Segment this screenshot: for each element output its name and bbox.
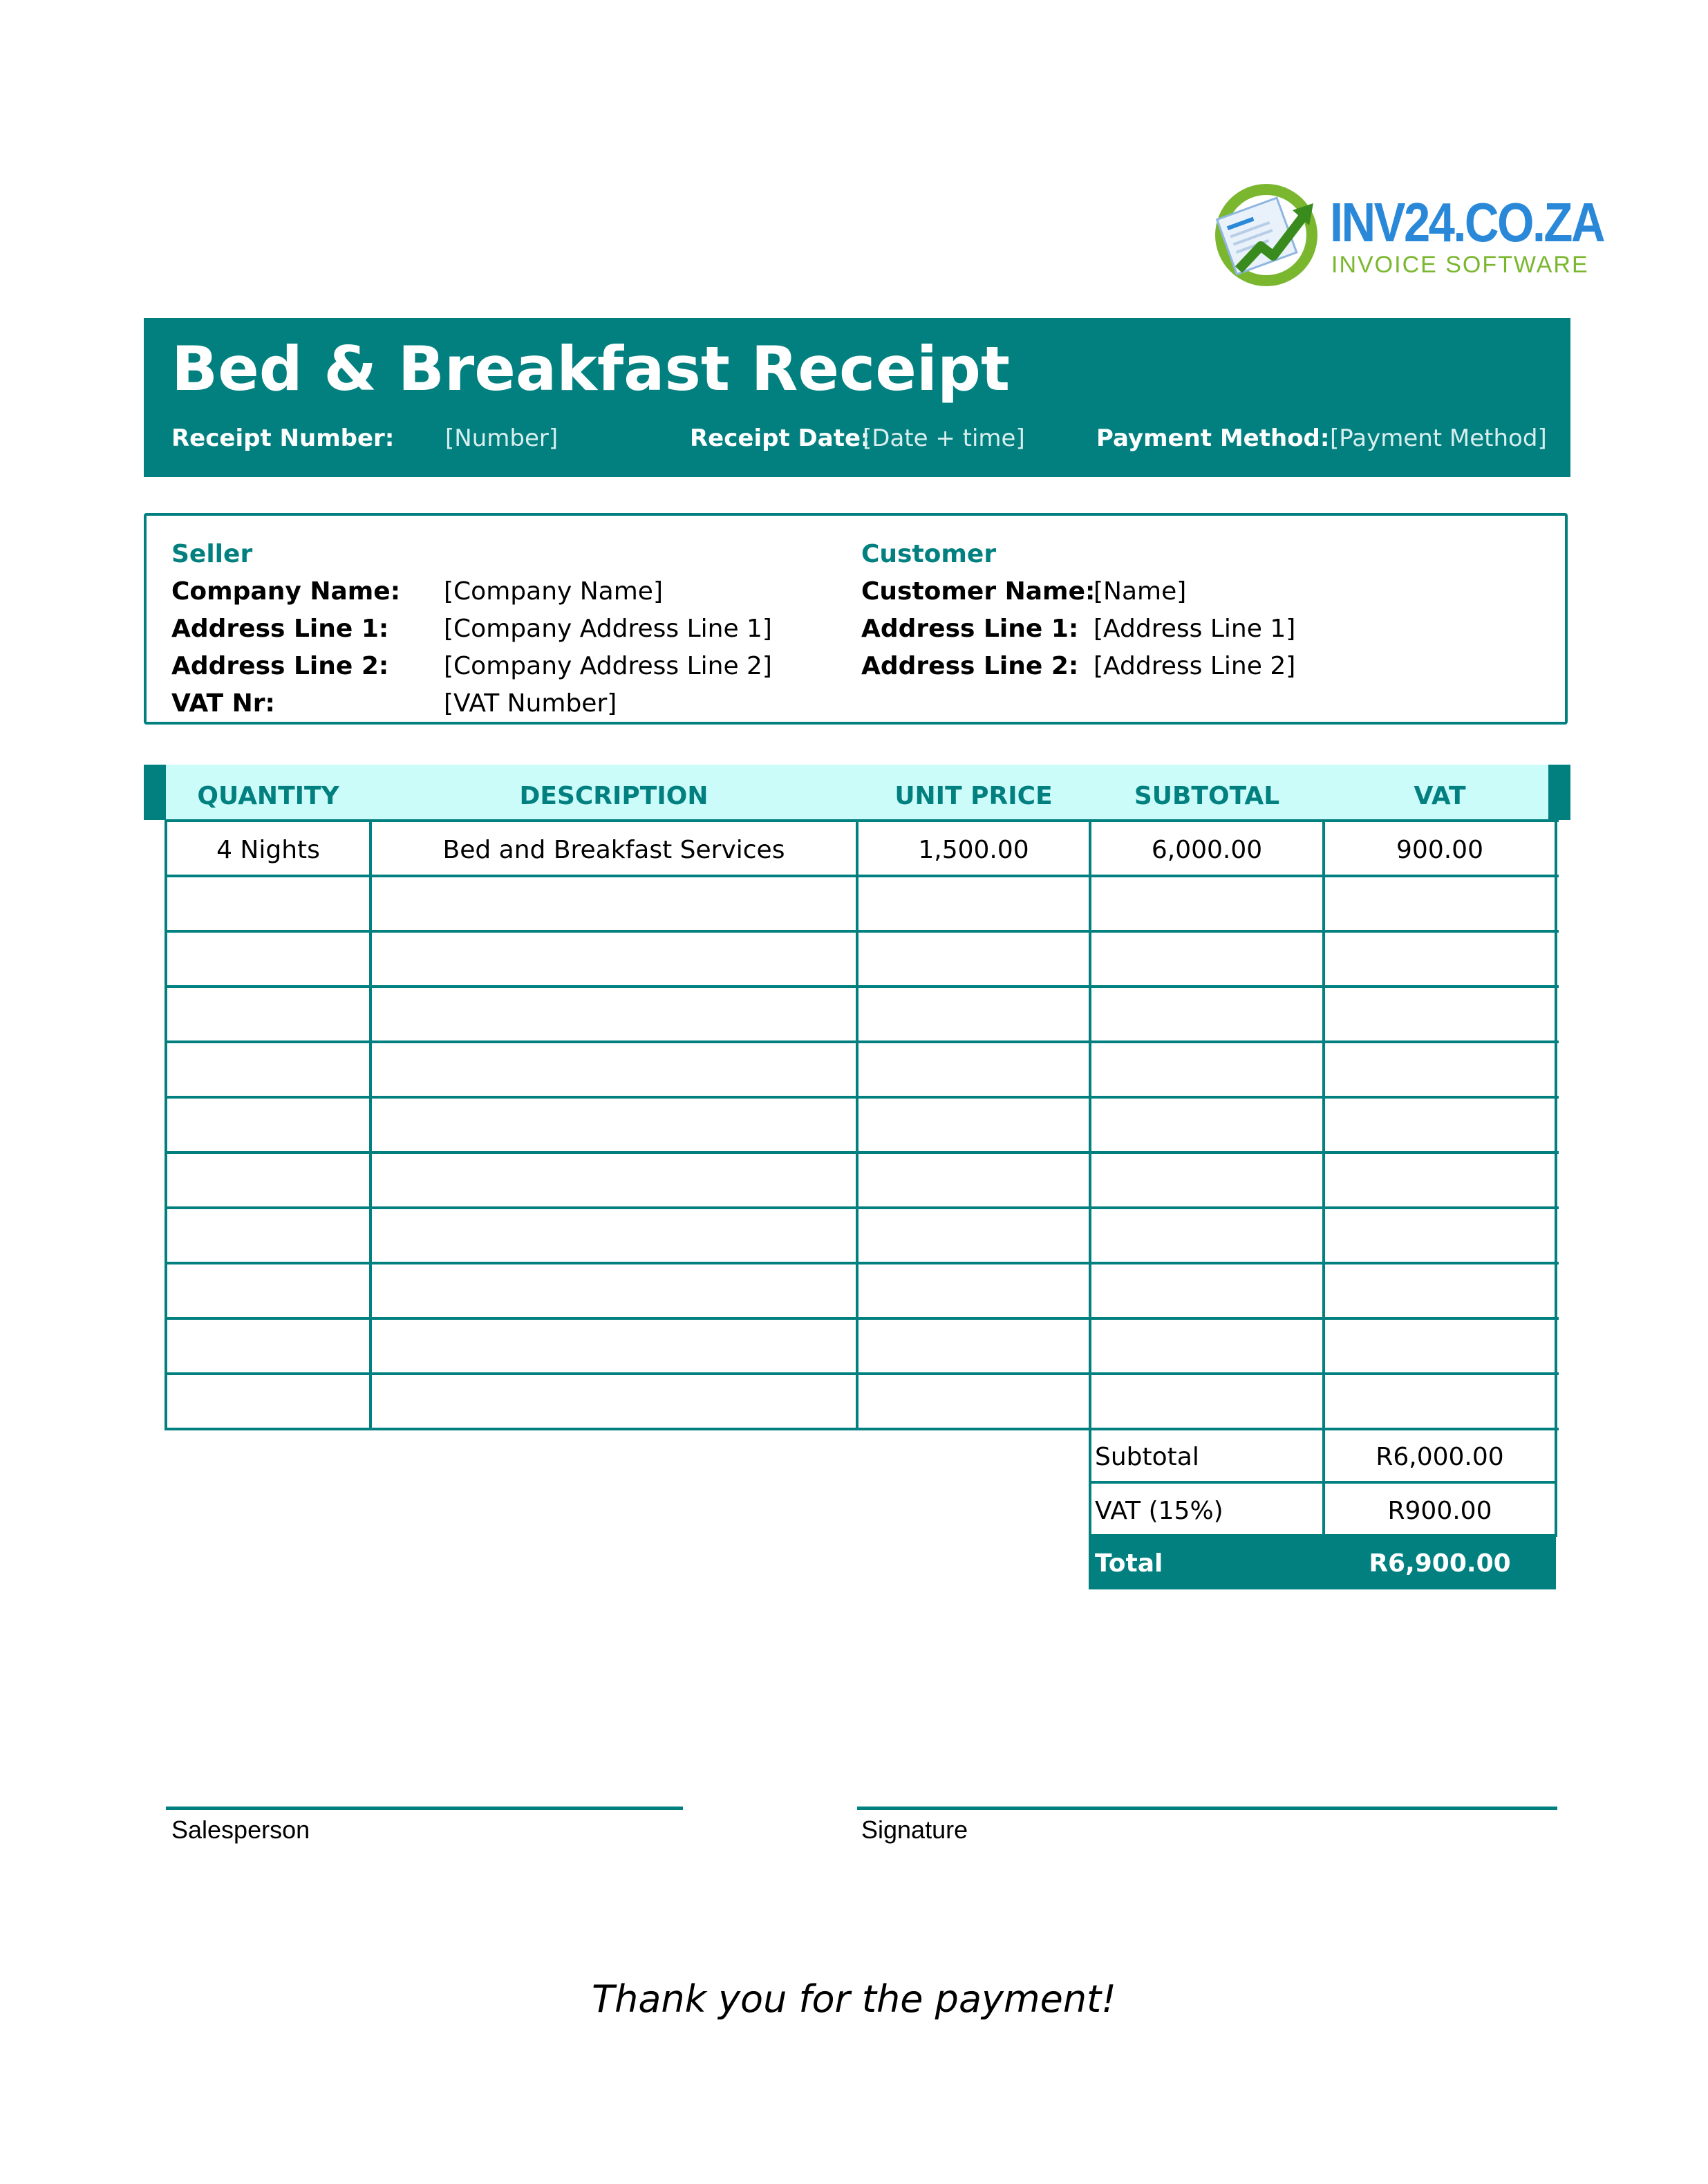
table-line [166,1317,1559,1320]
seller-address-line-2-label: Address Line 2: [171,652,389,680]
table-line [166,1040,1559,1043]
table-line [1322,819,1325,1534]
customer-heading: Customer [861,540,997,568]
cell-description: Bed and Breakfast Services [442,836,785,864]
vat-total-label: VAT (15%) [1095,1497,1223,1525]
customer-name-label: Customer Name: [861,577,1096,606]
receipt-date-label: Receipt Date: [690,424,870,452]
table-line [369,819,372,1430]
cell-unit-price: 1,500.00 [918,836,1029,864]
table-line [1089,1481,1557,1484]
vat-total-value: R900.00 [1387,1497,1492,1525]
invoice-chart-icon [1211,180,1322,290]
table-line [166,875,1559,877]
payment-method-label: Payment Method: [1096,424,1330,452]
company-logo [1211,180,1604,290]
customer-address-line-2-value: [Address Line 2] [1094,652,1296,680]
receipt-header [144,318,1570,477]
table-line [166,819,1559,822]
seller-address-line-1-value: [Company Address Line 1] [444,615,772,643]
cell-subtotal: 6,000.00 [1151,836,1263,864]
receipt-number-label: Receipt Number: [171,424,395,452]
column-header-description: DESCRIPTION [519,782,708,810]
subtotal-label: Subtotal [1095,1443,1199,1471]
column-header-subtotal: SUBTOTAL [1134,782,1280,810]
cell-quantity: 4 Nights [216,836,320,864]
column-header-unit-price: UNIT PRICE [894,782,1053,810]
logo-tagline: INVOICE SOFTWARE [1331,252,1589,278]
seller-vat-label: VAT Nr: [171,689,275,718]
customer-address-line-1-label: Address Line 1: [861,615,1079,643]
table-line [1555,819,1557,1534]
seller-address-line-2-value: [Company Address Line 2] [444,652,772,680]
subtotal-value: R6,000.00 [1376,1443,1504,1471]
customer-address-line-2-label: Address Line 2: [861,652,1079,680]
table-line [165,819,167,1430]
cell-vat: 900.00 [1396,836,1483,864]
salesperson-label: Salesperson [171,1816,310,1844]
table-line [166,930,1559,933]
customer-name-value: [Name] [1094,577,1187,606]
customer-address-line-1-value: [Address Line 1] [1094,615,1296,643]
receipt-date-value: [Date + time] [863,424,1025,452]
salesperson-line [166,1807,683,1810]
thank-you-message: Thank you for the payment! [592,1977,1116,2021]
seller-heading: Seller [171,540,253,568]
table-line [166,1206,1559,1209]
payment-method-value: [Payment Method] [1330,424,1547,452]
seller-company-name-value: [Company Name] [444,577,664,606]
table-line [166,1096,1559,1099]
seller-vat-value: [VAT Number] [444,689,617,718]
table-line [166,1151,1559,1154]
grand-total-label: Total [1095,1549,1163,1578]
receipt-number-value: [Number] [445,424,559,452]
seller-company-name-label: Company Name: [171,577,401,606]
grand-total-value: R6,900.00 [1369,1549,1511,1578]
logo-name: INV24.CO.ZA [1330,192,1604,253]
column-header-quantity: QUANTITY [197,782,339,810]
table-line [856,819,858,1430]
table-line [166,1262,1559,1264]
column-header-vat: VAT [1414,782,1466,810]
signature-label: Signature [861,1816,968,1844]
receipt-title: Bed & Breakfast Receipt [171,333,1011,404]
table-line [166,1428,1559,1430]
signature-line [857,1807,1557,1810]
table-line [166,985,1559,988]
seller-address-line-1-label: Address Line 1: [171,615,389,643]
table-line [1089,819,1091,1534]
table-line [166,1372,1559,1375]
